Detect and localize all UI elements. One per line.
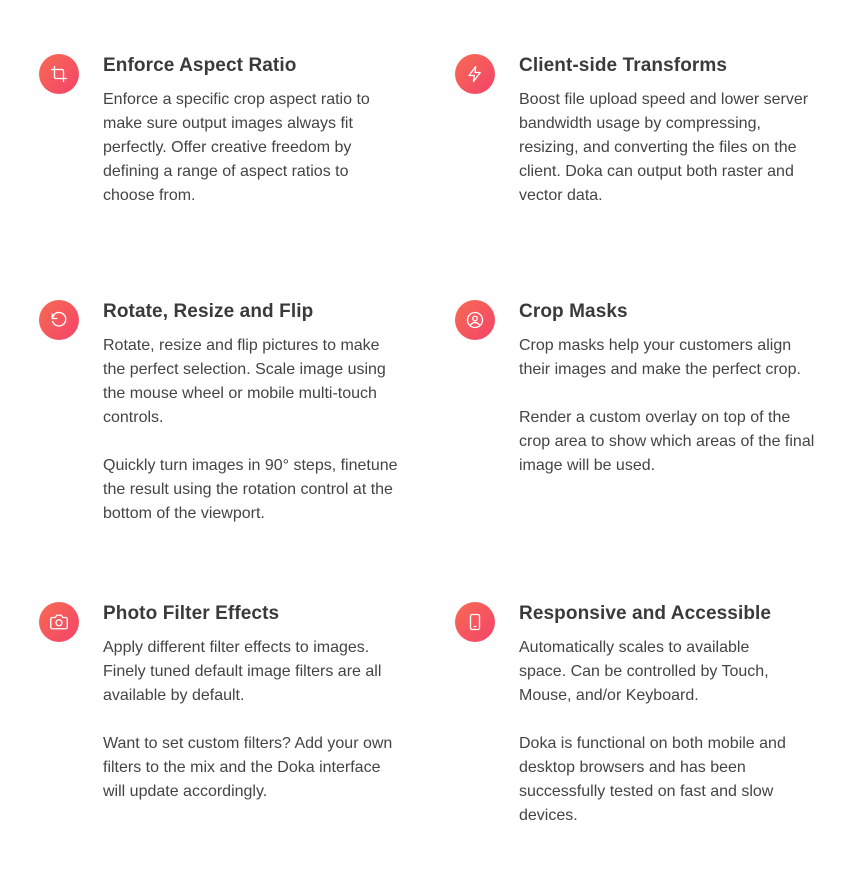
feature-title: Responsive and Accessible: [519, 603, 772, 624]
feature-rotate-resize-flip: [103, 300, 403, 526]
feature-description: Automatically scales to available space. Can be controlled by Touch, Mouse, and/or Keyboard.: [519, 639, 769, 704]
feature-photo-filter-effects: [103, 602, 403, 804]
feature-description: Boost file upload speed and lower server bandwidth usage by compressing, resizing, and converting the files on the client. Doka can output both raster and vector data.: [519, 91, 809, 204]
tablet-icon: [455, 602, 495, 642]
feature-title: Enforce Aspect Ratio: [103, 55, 297, 76]
feature-enforce-aspect-ratio: [103, 54, 403, 208]
feature-description: Want to set custom filters? Add your own filters to the mix and the Doka interface will update accordingly.: [103, 735, 393, 800]
rotate-icon: [39, 300, 79, 340]
feature-title: Photo Filter Effects: [103, 603, 280, 624]
feature-title: Crop Masks: [519, 301, 628, 322]
feature-description: Render a custom overlay on top of the crop area to show which areas of the final image will be used.: [519, 409, 815, 474]
feature-title: Rotate, Resize and Flip: [103, 301, 314, 322]
feature-crop-masks: [519, 300, 819, 478]
feature-description: Enforce a specific crop aspect ratio to make sure output images always fit perfectly. Offer creative freedom by defining a range of aspect ratios to choose from.: [103, 91, 370, 204]
crop-icon: [39, 54, 79, 94]
feature-title: Client-side Transforms: [519, 55, 728, 76]
feature-description: Crop masks help your customers align their images and make the perfect crop.: [519, 337, 801, 378]
feature-description: Rotate, resize and flip pictures to make the perfect selection. Scale image using the mouse wheel or mobile multi-touch controls.: [103, 337, 386, 426]
camera-icon: [39, 602, 79, 642]
feature-client-side-transforms: [519, 54, 809, 208]
lightning-icon: [455, 54, 495, 94]
feature-description: Apply different filter effects to images. Finely tuned default image filters are all available by default.: [103, 639, 382, 704]
feature-responsive-accessible: [519, 602, 799, 828]
feature-description: Quickly turn images in 90° steps, finetune the result using the rotation control at the bottom of the viewport.: [103, 457, 398, 522]
feature-description: Doka is functional on both mobile and desktop browsers and has been successfully tested on fast and slow devices.: [519, 735, 786, 824]
user-circle-icon: [455, 300, 495, 340]
